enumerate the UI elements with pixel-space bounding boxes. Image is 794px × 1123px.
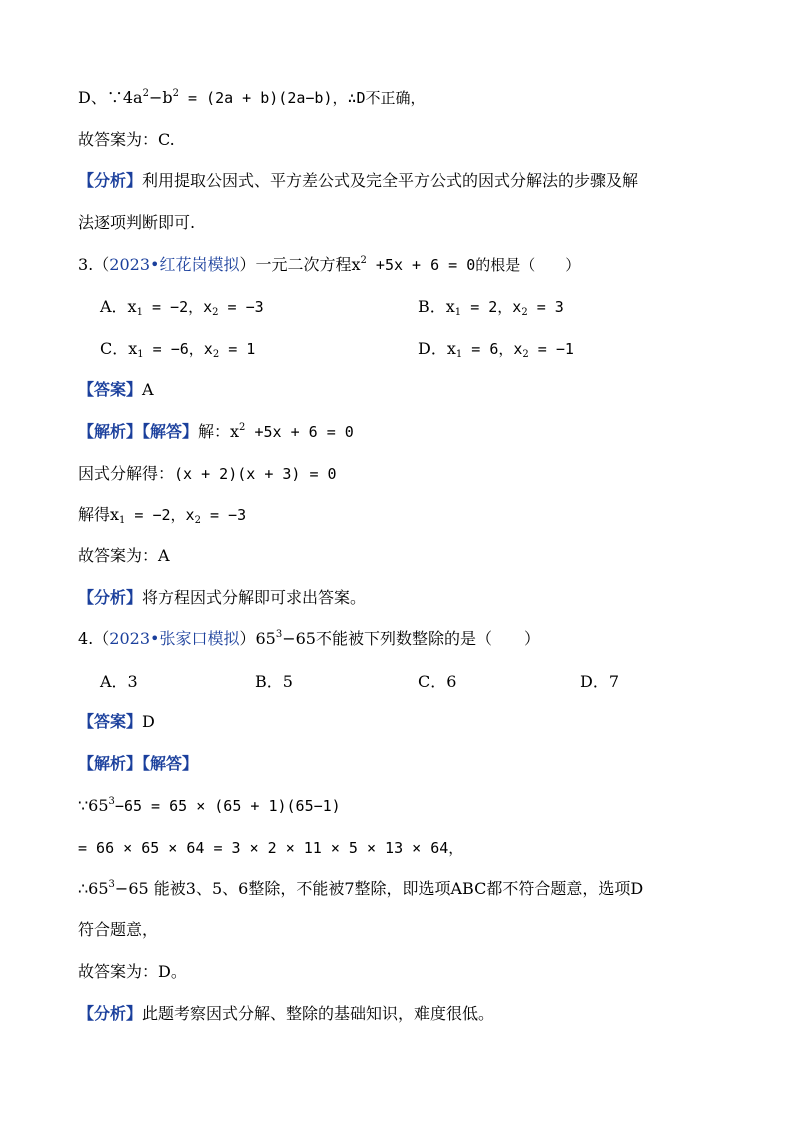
- q3-answer: [78, 380, 154, 400]
- analysis-tag: 【分析】: [78, 588, 143, 607]
- q4-answer: [78, 712, 155, 732]
- superscript: 2: [360, 255, 367, 266]
- solution-tag: 【解析】【解答】: [78, 754, 199, 773]
- question-source: 2023•红花岗模拟: [109, 255, 240, 274]
- question-number: 4.（: [78, 629, 110, 648]
- q4-option-b: B．5: [255, 672, 293, 691]
- line-d-option-analysis: [78, 88, 426, 108]
- text: ）: [239, 255, 256, 274]
- line-analysis-2: 法逐项判断即可.: [78, 213, 196, 232]
- text: 利用提取公因式、平方差公式及完全平方公式的因式分解法的步骤及解: [142, 171, 639, 190]
- q4-final-answer: 故答案为：D。: [78, 962, 187, 981]
- text: 将方程因式分解即可求出答案。: [142, 588, 367, 607]
- line-analysis-1: [78, 171, 638, 191]
- q3-analysis: [78, 588, 366, 608]
- text: x: [351, 255, 361, 274]
- analysis-tag: 【分析】: [78, 171, 143, 190]
- equation: (x + 2)(x + 3) = 0: [174, 465, 337, 483]
- q4-option-a: A．3: [100, 672, 138, 691]
- solution-tag: 【解析】【解答】: [78, 422, 199, 441]
- text: 65: [255, 629, 276, 648]
- q4-solution-tag-line: [78, 754, 198, 774]
- q3-option-a: A．$x_1 = -2$，$x_2 = -3$: [100, 297, 264, 318]
- q4-analysis: [78, 1004, 494, 1024]
- text: 此题考察因式分解、整除的基础知识，难度很低。: [142, 1004, 495, 1023]
- question-source: 2023•张家口模拟: [109, 629, 240, 648]
- text: D: [142, 712, 155, 731]
- superscript: 2: [142, 88, 149, 99]
- text: 解：x: [198, 422, 240, 441]
- text: = (2a + b)(2a−b)，∴D不正确，: [178, 89, 426, 107]
- line-answer-c: 故答案为：C.: [78, 130, 175, 149]
- q4-step-3: $\therefore 65^3-65$ 能被3、5、6整除，不能被7整除，即选项ABC都不符合题意，选项D: [78, 879, 644, 898]
- q4-step-2: = 66 × 65 × 64 = 3 × 2 × 11 × 5 × 13 × 64，: [78, 839, 464, 857]
- q3-option-b: B．$x_1 = 2$，$x_2 = 3$: [418, 297, 564, 318]
- q3-final-answer: 故答案为：A: [78, 546, 170, 565]
- text: −65不能被下列数整除的是（ ）: [282, 629, 540, 648]
- q3-roots: 解得$x_1 = -2$，$x_2 = -3$: [78, 505, 247, 526]
- question-3-stem: [78, 255, 580, 275]
- text: −b: [148, 88, 173, 107]
- q4-step-4: 符合题意，: [78, 920, 159, 939]
- text: D、∵4a: [78, 88, 143, 107]
- superscript: 2: [239, 422, 246, 433]
- answer-tag: 【答案】: [78, 380, 143, 399]
- text: 因式分解得：: [78, 464, 175, 483]
- text: ）: [239, 629, 256, 648]
- text: +5x + 6 = 0的根是（ ）: [366, 256, 581, 274]
- q3-solution: [78, 422, 354, 442]
- q4-step-1: $\because 65^3-65 = 65 \times (65 + 1)(65-1)$: [78, 796, 341, 815]
- q4-option-c: C．6: [418, 672, 457, 691]
- superscript: 2: [172, 88, 179, 99]
- q3-option-d: D．$x_1 = 6$，$x_2 = -1$: [418, 339, 574, 360]
- answer-tag: 【答案】: [78, 712, 143, 731]
- text: +5x + 6 = 0: [245, 423, 354, 441]
- question-number: 3.（: [78, 255, 110, 274]
- text: 一元二次方程: [255, 255, 352, 274]
- text: A: [142, 380, 154, 399]
- question-4-stem: [78, 629, 540, 649]
- superscript: 3: [275, 629, 283, 640]
- q3-factor: [78, 464, 337, 484]
- q3-option-c: C．$x_1 = -6$，$x_2 = 1$: [100, 339, 256, 360]
- q4-option-d: D．7: [580, 672, 620, 691]
- analysis-tag: 【分析】: [78, 1004, 143, 1023]
